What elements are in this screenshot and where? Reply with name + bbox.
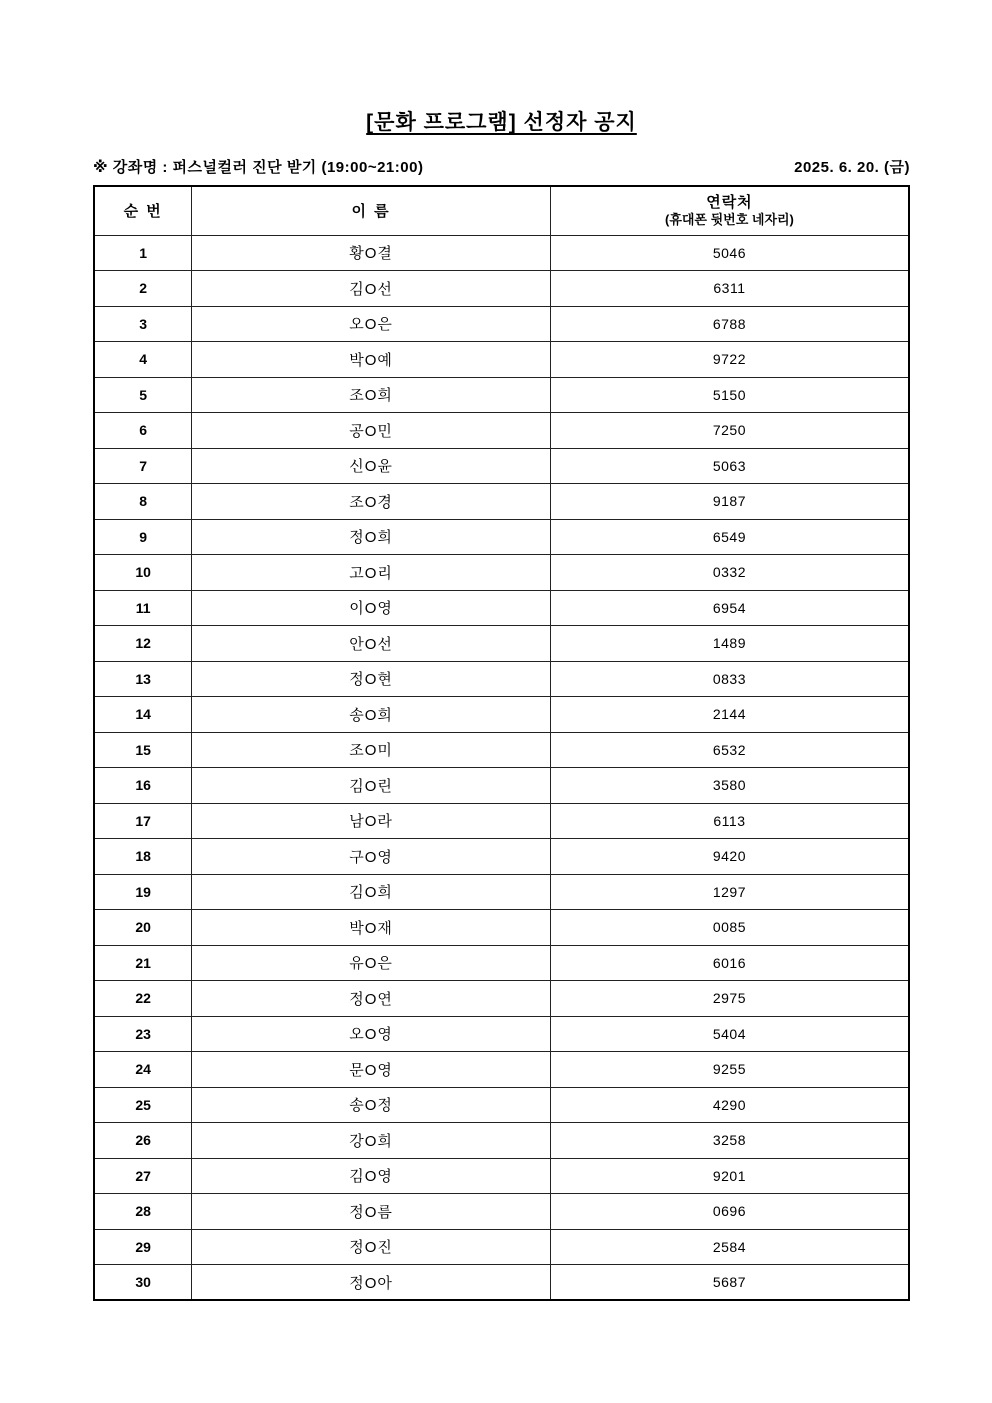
row-number: 22 xyxy=(94,981,192,1017)
row-contact: 0833 xyxy=(550,661,909,697)
row-number: 13 xyxy=(94,661,192,697)
row-contact: 6549 xyxy=(550,519,909,555)
row-number: 21 xyxy=(94,945,192,981)
row-number: 6 xyxy=(94,413,192,449)
row-number: 25 xyxy=(94,1087,192,1123)
table-row xyxy=(94,484,909,520)
table-row xyxy=(94,1194,909,1230)
table-row xyxy=(94,1158,909,1194)
table-row xyxy=(94,661,909,697)
row-name: 박O재 xyxy=(192,910,551,946)
row-number: 18 xyxy=(94,839,192,875)
table-row xyxy=(94,271,909,307)
row-name: 문O영 xyxy=(192,1052,551,1088)
row-number: 29 xyxy=(94,1229,192,1265)
row-contact: 0696 xyxy=(550,1194,909,1230)
row-name: 고O리 xyxy=(192,555,551,591)
row-number: 27 xyxy=(94,1158,192,1194)
row-contact: 5404 xyxy=(550,1016,909,1052)
row-name: 남O라 xyxy=(192,803,551,839)
row-contact: 1489 xyxy=(550,626,909,662)
table-header-row xyxy=(94,186,909,235)
row-number: 19 xyxy=(94,874,192,910)
row-name: 조O미 xyxy=(192,732,551,768)
header-name: 이 름 xyxy=(192,186,551,235)
row-name: 공O민 xyxy=(192,413,551,449)
table-row xyxy=(94,342,909,378)
row-name: 조O경 xyxy=(192,484,551,520)
row-name: 정O아 xyxy=(192,1265,551,1301)
row-contact: 6532 xyxy=(550,732,909,768)
row-contact: 1297 xyxy=(550,874,909,910)
table-row xyxy=(94,235,909,271)
row-contact: 3258 xyxy=(550,1123,909,1159)
row-number: 28 xyxy=(94,1194,192,1230)
table-row xyxy=(94,1123,909,1159)
row-number: 12 xyxy=(94,626,192,662)
row-name: 송O희 xyxy=(192,697,551,733)
row-contact: 6311 xyxy=(550,271,909,307)
row-name: 유O은 xyxy=(192,945,551,981)
table-row xyxy=(94,626,909,662)
row-contact: 7250 xyxy=(550,413,909,449)
participant-table xyxy=(93,185,910,1301)
row-name: 이O영 xyxy=(192,590,551,626)
row-contact: 6113 xyxy=(550,803,909,839)
row-number: 7 xyxy=(94,448,192,484)
table-row xyxy=(94,590,909,626)
row-contact: 5150 xyxy=(550,377,909,413)
header-contact-title: 연락처 xyxy=(706,193,753,211)
row-name: 정O연 xyxy=(192,981,551,1017)
page-title-text: [문화 프로그램] 선정자 공지 xyxy=(366,111,637,134)
row-name: 정O현 xyxy=(192,661,551,697)
row-contact: 2975 xyxy=(550,981,909,1017)
row-number: 15 xyxy=(94,732,192,768)
table-row xyxy=(94,803,909,839)
row-number: 14 xyxy=(94,697,192,733)
row-contact: 4290 xyxy=(550,1087,909,1123)
row-name: 정O름 xyxy=(192,1194,551,1230)
table-row xyxy=(94,981,909,1017)
row-contact: 2584 xyxy=(550,1229,909,1265)
row-name: 김O린 xyxy=(192,768,551,804)
row-name: 정O희 xyxy=(192,519,551,555)
table-row xyxy=(94,377,909,413)
row-name: 조O희 xyxy=(192,377,551,413)
date-label: 2025. 6. 20. (금) xyxy=(794,159,910,176)
row-contact: 0332 xyxy=(550,555,909,591)
row-number: 26 xyxy=(94,1123,192,1159)
row-number: 5 xyxy=(94,377,192,413)
table-row xyxy=(94,910,909,946)
table-row xyxy=(94,768,909,804)
row-number: 1 xyxy=(94,235,192,271)
row-name: 김O희 xyxy=(192,874,551,910)
row-number: 11 xyxy=(94,590,192,626)
table-row xyxy=(94,306,909,342)
course-label: ※ 강좌명 : 퍼스널컬러 진단 받기 (19:00~21:00) xyxy=(93,159,424,176)
row-contact: 5063 xyxy=(550,448,909,484)
table-row xyxy=(94,1087,909,1123)
row-contact: 9201 xyxy=(550,1158,909,1194)
row-contact: 9722 xyxy=(550,342,909,378)
row-number: 23 xyxy=(94,1016,192,1052)
row-name: 김O영 xyxy=(192,1158,551,1194)
row-number: 20 xyxy=(94,910,192,946)
row-contact: 9420 xyxy=(550,839,909,875)
row-name: 송O정 xyxy=(192,1087,551,1123)
row-name: 안O선 xyxy=(192,626,551,662)
row-number: 8 xyxy=(94,484,192,520)
table-row xyxy=(94,732,909,768)
row-name: 황O결 xyxy=(192,235,551,271)
row-number: 17 xyxy=(94,803,192,839)
row-contact: 2144 xyxy=(550,697,909,733)
table-row xyxy=(94,1265,909,1301)
table-row xyxy=(94,945,909,981)
row-contact: 6016 xyxy=(550,945,909,981)
row-contact: 6954 xyxy=(550,590,909,626)
row-contact: 5046 xyxy=(550,235,909,271)
header-contact-subtitle: (휴대폰 뒷번호 네자리) xyxy=(664,212,794,228)
table-row xyxy=(94,519,909,555)
table-row xyxy=(94,1229,909,1265)
row-number: 30 xyxy=(94,1265,192,1301)
row-number: 9 xyxy=(94,519,192,555)
row-contact: 9187 xyxy=(550,484,909,520)
row-number: 2 xyxy=(94,271,192,307)
header-no: 순 번 xyxy=(94,186,192,235)
row-number: 24 xyxy=(94,1052,192,1088)
table-row xyxy=(94,555,909,591)
table-row xyxy=(94,839,909,875)
row-number: 16 xyxy=(94,768,192,804)
table-body xyxy=(94,235,909,1300)
table-row xyxy=(94,413,909,449)
row-name: 박O예 xyxy=(192,342,551,378)
table-row xyxy=(94,697,909,733)
table-row xyxy=(94,874,909,910)
row-number: 4 xyxy=(94,342,192,378)
row-name: 오O은 xyxy=(192,306,551,342)
table-row xyxy=(94,448,909,484)
row-contact: 6788 xyxy=(550,306,909,342)
row-contact: 0085 xyxy=(550,910,909,946)
row-name: 구O영 xyxy=(192,839,551,875)
row-name: 김O선 xyxy=(192,271,551,307)
table-row xyxy=(94,1016,909,1052)
row-name: 신O윤 xyxy=(192,448,551,484)
row-name: 강O희 xyxy=(192,1123,551,1159)
row-name: 정O진 xyxy=(192,1229,551,1265)
row-number: 10 xyxy=(94,555,192,591)
row-contact: 3580 xyxy=(550,768,909,804)
header-contact xyxy=(550,186,909,235)
table-row xyxy=(94,1052,909,1088)
row-contact: 5687 xyxy=(550,1265,909,1301)
row-contact: 9255 xyxy=(550,1052,909,1088)
row-number: 3 xyxy=(94,306,192,342)
meta-row xyxy=(93,156,910,177)
page-title xyxy=(93,106,910,136)
row-name: 오O영 xyxy=(192,1016,551,1052)
